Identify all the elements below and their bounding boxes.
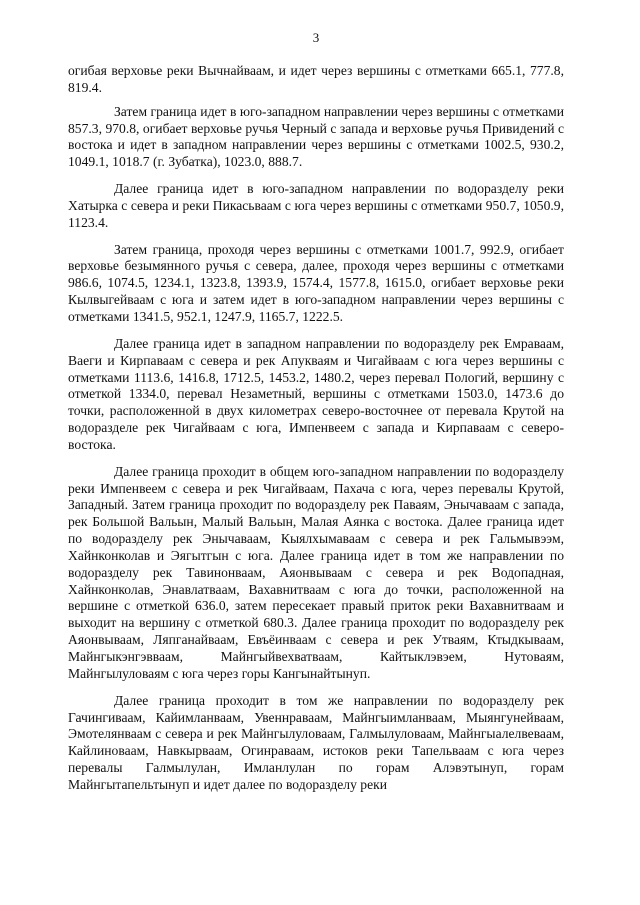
page-number: 3 [312,30,320,45]
paragraph: Далее граница проходит в общем юго-западном направлении по водоразделу реки Импенвеем с севера и рек Чигайваам, Пахача с юга, через перевалы Крутой, Западный. Затем граница проходит по водоразделу рек Паваям, Энычаваам с запада, рек Большой Вальын, Малый Вальын, Малая Аянка с востока. Далее граница идет по водоразделу рек Энычаваам, Кыялхымаваам с севера и рек Гальмывээм, Хайнконколав и Эягытгын с юга. Далее граница идет в том же направлении по водоразделу рек Тавинонваам, Аяонвываам с севера и рек Водопадная, Хайнконколав, Энавлатваам, Вахавнитваам с юга до точки, расположенной на вершине с отметкой 636.0, затем пересекает правый приток реки Вахавнитваам и выходит на вершину с отметкой 680.3. Далее граница проходит по водоразделу рек Аяонвываам, Ляпганайваам, Евъёинваам с севера и рек Утваям, Ктыдкываам, Майнгыкэнгэвваам, Майнгыйвехватваам, Кайтыклэвэем, Нутоваям, Майнгылуловаям с юга через горы Кангынайтынуп. [68,463,564,681]
paragraph: Затем граница, проходя через вершины с отметками 1001.7, 992.9, огибает верховье безымянного ручья с севера, далее, проходя через вершины с отметками 986.6, 1074.5, 1234.1, 1323.8, 1393.9, 1574.4, 1577.8, 1615.0, огибает верховье реки Кылвыгейваам с юга и затем идет в юго-западном направлении через вершины с отметками 1341.5, 952.1, 1247.9, 1165.7, 1222.5. [68,241,564,324]
document-page [68,30,564,801]
paragraph: Далее граница проходит в том же направлении по водоразделу рек Гачингиваам, Кайимланваам, Увеннраваам, Майнгыимланваам, Мыянгунейваам, Эмотелянваам с севера и рек Майнгылуловаам, Галмылуловаам, Майнгыалелвеваам, Кайлиноваам, Навкырваам, Огинраваам, истоков реки Тапельваам с юга через перевалы Галмылулан, Имланлулан по горам Алэвэтынуп, горам Майнгытапельтынуп и идет далее по водоразделу реки [68,692,564,792]
paragraph: огибая верховье реки Вычнайваам, и идет через вершины с отметками 665.1, 777.8, 819.4. [68,63,564,95]
paragraph: Затем граница идет в юго-западном направлении через вершины с отметками 857.3, 970.8, огибает верховье ручья Черный с запада и верховье ручья Привидений с востока и идет в западном направлении через вершины с отметками 1002.5, 930.2, 1049.1, 1018.7 (г. Зубатка), 1023.0, 888.7. [68,103,564,170]
paragraph: Далее граница идет в западном направлении по водоразделу рек Емраваам, Ваеги и Кирпаваам с севера и рек Апукваям и Чигайваам с юга через вершины с отметками 1113.6, 1416.8, 1712.5, 1453.2, 1480.2, через перевал Пологий, вершину с отметкой 1334.0, перевал Незаметный, вершины с отметками 1503.0, 1473.6 до точки, расположенной в двух километрах северо-восточнее от перевала Крутой на водоразделе рек Чигайваам с юга, Импенвеем с запада и Кирпаваам с северо-востока. [68,335,564,452]
paragraph: Далее граница идет в юго-западном направлении по водоразделу реки Хатырка с севера и реки Пикасьваам с юга через вершины с отметками 950.7, 1050.9, 1123.4. [68,181,564,230]
